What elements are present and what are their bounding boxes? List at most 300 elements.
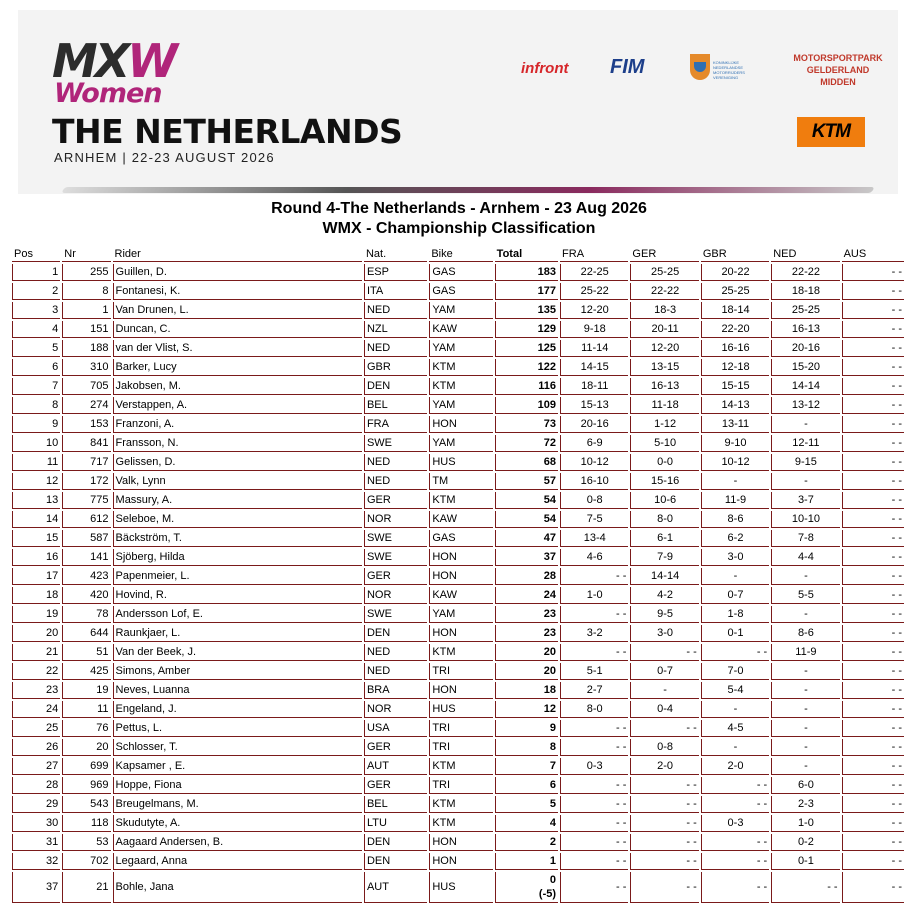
cell-nr: 699 [62,758,110,775]
championship-table [10,246,906,905]
table-row [12,815,904,832]
cell-gbr: - [701,473,769,490]
cell-rider: Breugelmans, M. [113,796,362,813]
cell-pos: 29 [12,796,60,813]
cell-aus: - - [842,682,904,699]
cell-rider: Fontanesi, K. [113,283,362,300]
cell-pos: 17 [12,568,60,585]
cell-rider: Andersson Lof, E. [113,606,362,623]
table-row [12,872,904,903]
cell-nat: SWE [364,606,427,623]
cell-rider: Bohle, Jana [113,872,362,903]
cell-nr: 51 [62,644,110,661]
cell-fra: - - [560,720,628,737]
cell-bike: YAM [429,606,492,623]
cell-total: 23 [495,625,558,642]
cell-gbr: 0-1 [701,625,769,642]
cell-ger: 9-5 [630,606,698,623]
cell-nat: GER [364,777,427,794]
cell-total: 177 [495,283,558,300]
cell-total: 109 [495,397,558,414]
cell-fra: 0-8 [560,492,628,509]
cell-ned: 0-2 [771,834,839,851]
table-row [12,796,904,813]
cell-fra: 15-13 [560,397,628,414]
cell-aus: - - [842,492,904,509]
cell-total: 7 [495,758,558,775]
cell-aus: - - [842,720,904,737]
cell-pos: 21 [12,644,60,661]
cell-gbr: 3-0 [701,549,769,566]
cell-bike: HON [429,416,492,433]
knmv-logo [690,54,750,88]
cell-ned: 10-10 [771,511,839,528]
cell-ger: 13-15 [630,359,698,376]
cell-nat: BRA [364,682,427,699]
cell-aus: - - [842,625,904,642]
table-row [12,701,904,718]
cell-nr: 78 [62,606,110,623]
cell-nat: DEN [364,625,427,642]
cell-pos: 28 [12,777,60,794]
cell-rider: Van der Beek, J. [113,644,362,661]
cell-pos: 6 [12,359,60,376]
cell-aus: - - [842,606,904,623]
cell-gbr: 2-0 [701,758,769,775]
cell-fra: 0-3 [560,758,628,775]
cell-fra: 2-7 [560,682,628,699]
cell-fra: 8-0 [560,701,628,718]
cell-pos: 10 [12,435,60,452]
cell-rider: Legaard, Anna [113,853,362,870]
cell-fra: 25-22 [560,283,628,300]
cell-bike: GAS [429,283,492,300]
cell-ned: 2-3 [771,796,839,813]
cell-total: 54 [495,492,558,509]
cell-nat: NED [364,454,427,471]
cell-rider: Aagaard Andersen, B. [113,834,362,851]
cell-nat: NED [364,644,427,661]
cell-rider: Neves, Luanna [113,682,362,699]
cell-nat: AUT [364,872,427,903]
cell-pos: 25 [12,720,60,737]
cell-aus: - - [842,473,904,490]
event-country-title: THE NETHERLANDS [52,112,403,151]
cell-ned: - [771,758,839,775]
cell-total: 37 [495,549,558,566]
cell-ger: 15-16 [630,473,698,490]
cell-pos: 18 [12,587,60,604]
cell-pos: 16 [12,549,60,566]
cell-nat: GER [364,739,427,756]
cell-aus: - - [842,815,904,832]
logo-w-text: W [127,34,175,88]
cell-total: 73 [495,416,558,433]
table-row [12,625,904,642]
cell-pos: 13 [12,492,60,509]
header-rider: Rider [113,248,362,262]
classification-title: WMX - Championship Classification [322,220,596,237]
cell-aus: - - [842,302,904,319]
cell-nr: 53 [62,834,110,851]
cell-ned: 1-0 [771,815,839,832]
cell-pos: 15 [12,530,60,547]
cell-pos: 24 [12,701,60,718]
cell-bike: HUS [429,872,492,903]
header-aus: AUS [842,248,904,262]
cell-nat: NOR [364,587,427,604]
cell-pos: 37 [12,872,60,903]
cell-pos: 11 [12,454,60,471]
cell-aus: - - [842,549,904,566]
cell-gbr: 5-4 [701,682,769,699]
cell-gbr: 4-5 [701,720,769,737]
cell-ned: 20-16 [771,340,839,357]
cell-ger: - - [630,853,698,870]
cell-ger: - - [630,872,698,903]
cell-pos: 12 [12,473,60,490]
cell-rider: Massury, A. [113,492,362,509]
cell-ger: - - [630,815,698,832]
cell-ger: 0-8 [630,739,698,756]
cell-nat: SWE [364,549,427,566]
table-row [12,682,904,699]
cell-nat: DEN [364,853,427,870]
table-row [12,492,904,509]
cell-ned: 15-20 [771,359,839,376]
cell-ger: 10-6 [630,492,698,509]
cell-bike: YAM [429,340,492,357]
cell-nr: 1 [62,302,110,319]
cell-gbr: 14-13 [701,397,769,414]
table-row [12,739,904,756]
logo-women-text: Women [54,78,162,109]
cell-total: 129 [495,321,558,338]
cell-bike: HON [429,568,492,585]
cell-rider: Engeland, J. [113,701,362,718]
cell-total: 54 [495,511,558,528]
table-row [12,454,904,471]
cell-ned: - [771,606,839,623]
cell-fra: 5-1 [560,663,628,680]
cell-gbr: 10-12 [701,454,769,471]
cell-gbr: 22-20 [701,321,769,338]
cell-aus: - - [842,663,904,680]
cell-total: 68 [495,454,558,471]
cell-nr: 118 [62,815,110,832]
cell-ned: 16-13 [771,321,839,338]
cell-bike: KAW [429,321,492,338]
cell-ger: 6-1 [630,530,698,547]
cell-pos: 23 [12,682,60,699]
cell-bike: HON [429,682,492,699]
motorsportpark-line-2: GELDERLAND [806,65,870,75]
cell-fra: - - [560,739,628,756]
cell-ned: 8-6 [771,625,839,642]
cell-gbr: - [701,568,769,585]
cell-ned: 13-12 [771,397,839,414]
cell-ned: 25-25 [771,302,839,319]
cell-total: 24 [495,587,558,604]
cell-total: 2 [495,834,558,851]
cell-total: 72 [495,435,558,452]
cell-nr: 587 [62,530,110,547]
header-nr: Nr [62,248,110,262]
cell-bike: KTM [429,796,492,813]
cell-aus: - - [842,378,904,395]
table-row [12,359,904,376]
cell-bike: YAM [429,302,492,319]
cell-total: 4 [495,815,558,832]
cell-gbr: - [701,701,769,718]
cell-pos: 32 [12,853,60,870]
cell-ger: - - [630,777,698,794]
cell-total: 135 [495,302,558,319]
cell-fra: 13-4 [560,530,628,547]
cell-nat: SWE [364,530,427,547]
cell-nat: NOR [364,701,427,718]
cell-bike: HUS [429,454,492,471]
cell-pos: 20 [12,625,60,642]
table-row [12,397,904,414]
cell-nr: 8 [62,283,110,300]
cell-rider: Simons, Amber [113,663,362,680]
cell-aus: - - [842,872,904,903]
cell-fra: 4-6 [560,549,628,566]
cell-nat: BEL [364,397,427,414]
cell-fra: 20-16 [560,416,628,433]
cell-gbr: - [701,739,769,756]
cell-gbr: 7-0 [701,663,769,680]
cell-total: 47 [495,530,558,547]
cell-rider: Kapsamer , E. [113,758,362,775]
cell-rider: Papenmeier, L. [113,568,362,585]
cell-bike: TRI [429,720,492,737]
cell-ger: 25-25 [630,264,698,281]
cell-nr: 702 [62,853,110,870]
cell-nr: 19 [62,682,110,699]
cell-aus: - - [842,321,904,338]
cell-rider: Skudutyte, A. [113,815,362,832]
cell-ned: 6-0 [771,777,839,794]
cell-nr: 151 [62,321,110,338]
cell-bike: KTM [429,644,492,661]
banner-stripe [61,187,874,193]
motorsportpark-line-3: MIDDEN [820,77,856,87]
cell-nat: BEL [364,796,427,813]
cell-bike: HON [429,834,492,851]
penalty-value: (-5) [538,888,557,900]
cell-gbr: - - [701,796,769,813]
cell-ger: 12-20 [630,340,698,357]
cell-ned: - [771,720,839,737]
cell-fra: - - [560,568,628,585]
cell-aus: - - [842,359,904,376]
cell-ger: - [630,682,698,699]
cell-total: 12 [495,701,558,718]
cell-rider: Verstappen, A. [113,397,362,414]
cell-nat: NED [364,473,427,490]
cell-aus: - - [842,283,904,300]
cell-total: 125 [495,340,558,357]
cell-pos: 22 [12,663,60,680]
cell-gbr: 1-8 [701,606,769,623]
cell-fra: 11-14 [560,340,628,357]
cell-bike: HUS [429,701,492,718]
cell-pos: 3 [12,302,60,319]
cell-fra: - - [560,796,628,813]
cell-total: 20 [495,644,558,661]
header-bike: Bike [429,248,492,262]
cell-total: 5 [495,796,558,813]
table-row [12,777,904,794]
cell-fra: 3-2 [560,625,628,642]
cell-ger: 18-3 [630,302,698,319]
cell-bike: HON [429,549,492,566]
cell-rider: Pettus, L. [113,720,362,737]
cell-total: 8 [495,739,558,756]
cell-ger: 5-10 [630,435,698,452]
cell-ned: 14-14 [771,378,839,395]
cell-aus: - - [842,587,904,604]
cell-rider: Raunkjaer, L. [113,625,362,642]
cell-nat: ESP [364,264,427,281]
table-row [12,264,904,281]
cell-ned: - - [771,872,839,903]
cell-nat: NOR [364,511,427,528]
cell-ger: 14-14 [630,568,698,585]
cell-gbr: 16-16 [701,340,769,357]
table-row [12,587,904,604]
cell-ned: - [771,416,839,433]
cell-gbr: 20-22 [701,264,769,281]
cell-nat: NED [364,340,427,357]
cell-gbr: 11-9 [701,492,769,509]
cell-fra: - - [560,834,628,851]
cell-ned: - [771,701,839,718]
cell-aus: - - [842,796,904,813]
cell-ned: 18-18 [771,283,839,300]
cell-ned: 3-7 [771,492,839,509]
cell-ned: 22-22 [771,264,839,281]
cell-fra: 14-15 [560,359,628,376]
cell-rider: Schlosser, T. [113,739,362,756]
cell-bike: KTM [429,492,492,509]
cell-nr: 310 [62,359,110,376]
cell-fra: 18-11 [560,378,628,395]
cell-nat: ITA [364,283,427,300]
cell-pos: 9 [12,416,60,433]
cell-ger: 8-0 [630,511,698,528]
cell-fra: - - [560,853,628,870]
cell-ger: - - [630,834,698,851]
table-row [12,606,904,623]
cell-aus: - - [842,435,904,452]
table-row [12,283,904,300]
cell-pos: 5 [12,340,60,357]
cell-gbr: - - [701,853,769,870]
cell-nr: 423 [62,568,110,585]
cell-nat: DEN [364,834,427,851]
table-body [12,264,904,903]
cell-ger: 1-12 [630,416,698,433]
cell-bike: KTM [429,378,492,395]
cell-nr: 612 [62,511,110,528]
cell-total [495,872,558,903]
cell-nr: 141 [62,549,110,566]
cell-ger: 22-22 [630,283,698,300]
cell-fra: 6-9 [560,435,628,452]
cell-bike: HON [429,853,492,870]
cell-ger: 11-18 [630,397,698,414]
cell-ger: 0-0 [630,454,698,471]
infront-logo: infront [521,60,569,77]
cell-pos: 30 [12,815,60,832]
cell-pos: 26 [12,739,60,756]
cell-ger: 20-11 [630,321,698,338]
cell-ned: 5-5 [771,587,839,604]
cell-rider: Barker, Lucy [113,359,362,376]
cell-nr: 11 [62,701,110,718]
cell-nat: NED [364,302,427,319]
cell-rider: Hoppe, Fiona [113,777,362,794]
cell-rider: Hovind, R. [113,587,362,604]
cell-aus: - - [842,568,904,585]
table-row [12,378,904,395]
cell-gbr: 0-3 [701,815,769,832]
knmv-logo-text: KONINKLIJKE NEDERLANDSE MOTORRIJDERS VERENIGING [713,60,745,80]
table-row [12,644,904,661]
cell-gbr: 8-6 [701,511,769,528]
cell-gbr: 9-10 [701,435,769,452]
cell-aus: - - [842,264,904,281]
cell-bike: YAM [429,397,492,414]
cell-nr: 644 [62,625,110,642]
table-row [12,663,904,680]
header-total: Total [495,248,558,262]
cell-nr: 775 [62,492,110,509]
cell-nr: 420 [62,587,110,604]
cell-bike: TRI [429,739,492,756]
cell-nr: 20 [62,739,110,756]
cell-aus: - - [842,701,904,718]
cell-pos: 8 [12,397,60,414]
table-row [12,853,904,870]
cell-fra: 9-18 [560,321,628,338]
cell-ned: 4-4 [771,549,839,566]
cell-bike: KAW [429,511,492,528]
motorsportpark-logo [788,52,888,88]
cell-gbr: - - [701,834,769,851]
cell-nat: AUT [364,758,427,775]
cell-total: 57 [495,473,558,490]
cell-ned: - [771,682,839,699]
cell-fra: - - [560,872,628,903]
table-row [12,834,904,851]
cell-ger: 3-0 [630,625,698,642]
cell-ned: - [771,739,839,756]
cell-nr: 841 [62,435,110,452]
cell-total: 122 [495,359,558,376]
cell-pos: 4 [12,321,60,338]
cell-ned: 12-11 [771,435,839,452]
event-venue-date: ARNHEM | 22-23 AUGUST 2026 [54,150,275,165]
cell-ger: - - [630,720,698,737]
cell-ger: - - [630,796,698,813]
cell-bike: KAW [429,587,492,604]
cell-rider: van der Vlist, S. [113,340,362,357]
cell-fra: 1-0 [560,587,628,604]
